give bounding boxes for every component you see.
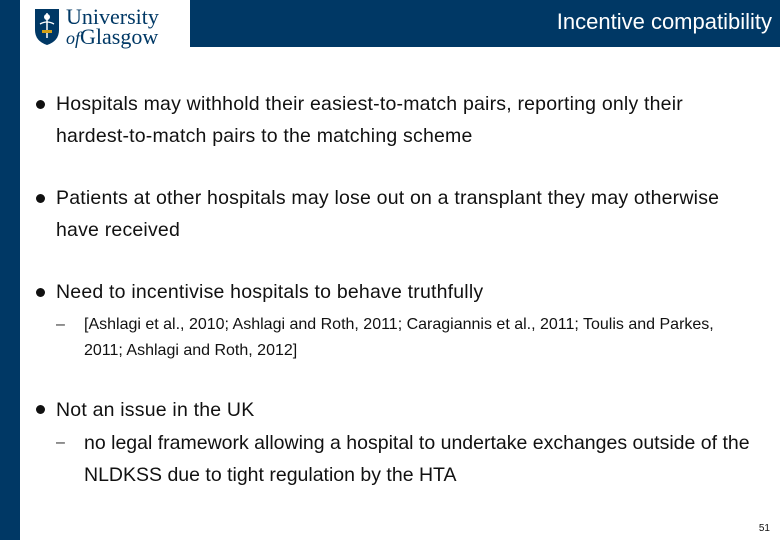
bullet-text-2: Patients at other hospitals may lose out on a transplant they may otherwise have received xyxy=(56,187,720,241)
logo-text-university: University xyxy=(66,4,159,29)
sub-bullet-text-3: [Ashlagi et al., 2010; Ashlagi and Roth, 2011; Caragiannis et al., 2011; Toulis and Parkes, 2011; Ashlagi and Roth, 2012] xyxy=(84,316,714,359)
logo-text-glasgow-word: Glasgow xyxy=(80,24,159,49)
bullet-text-1: Hospitals may withhold their easiest-to-match pairs, reporting only their hardest-to-match pairs to the matching scheme xyxy=(56,93,683,147)
bullet-dot xyxy=(36,288,45,297)
left-sidebar-bar xyxy=(0,0,20,540)
sub-bullet-dash: – xyxy=(56,434,65,451)
slide-title: Incentive compatibility xyxy=(556,9,772,34)
logo-text-glasgow xyxy=(66,25,158,50)
university-logo xyxy=(28,6,188,48)
bullet-text-4: Not an issue in the UK xyxy=(56,399,255,421)
sub-bullet-dash: – xyxy=(56,316,65,333)
bullet-dot xyxy=(36,405,45,414)
page-number: 51 xyxy=(758,523,770,534)
bullet-dot xyxy=(36,194,45,203)
title-bar xyxy=(190,0,780,47)
crest-icon xyxy=(34,8,60,46)
logo-text-of: of xyxy=(66,28,81,48)
sub-bullet-text-4: no legal framework allowing a hospital to undertake exchanges outside of the NLDKSS due to tight regulation by the HTA xyxy=(84,432,750,486)
bullet-dot xyxy=(36,100,45,109)
bullet-text-3: Need to incentivise hospitals to behave truthfully xyxy=(56,281,484,303)
